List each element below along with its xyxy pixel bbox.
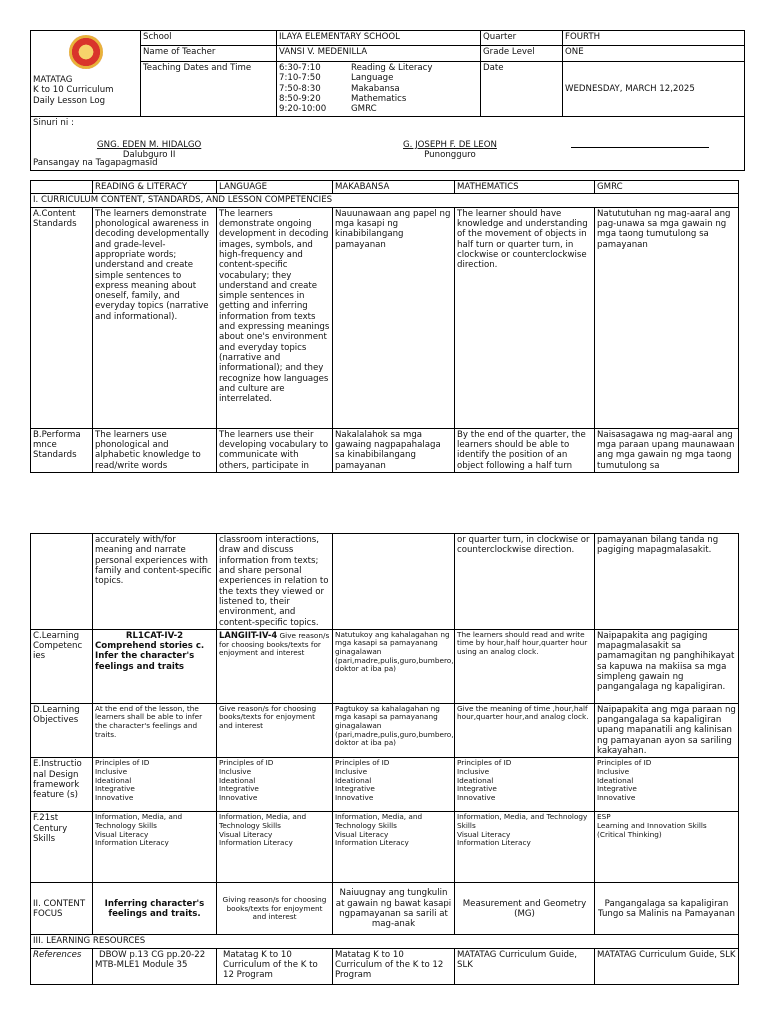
signatory-1-title: Dalubguro II — [122, 149, 176, 160]
competencies-mathematics: The learners should read and write time by hour,half hour,quarter hour using an analog clock. — [455, 629, 595, 703]
schedule-subject: Mathematics — [351, 93, 407, 104]
schedule-time: 7:50-8:30 — [279, 83, 321, 94]
competencies-reading — [93, 629, 217, 703]
competency-code-language: LANGIIT-IV-4 — [219, 629, 278, 640]
skills-makabansa — [333, 812, 455, 883]
skills-language — [217, 812, 333, 883]
idf-item: Integrative — [457, 784, 497, 794]
col-header-makabansa: MAKABANSA — [333, 181, 455, 194]
skills-reading — [93, 812, 217, 883]
skill-item: Visual Literacy — [95, 829, 149, 839]
header-table — [30, 30, 745, 171]
competencies-gmrc: Naipapakita ang pagiging mapagmalasakit sa pamamagitan ng panghihikayat sa kapuwa na makiisa sa mga simpleng gawain ng pangangalaga ng kapaligiran. — [595, 629, 739, 703]
content-standards-language: The learners demonstrate ongoing development in decoding images, symbols, and high-frequency and content-specific vocabulary; they understand and create simple sentences in getting and inferring information from texts and expressing meanings about one's environment and everyday topics (narrative and informational); and they recognize how languages and culture are interrelated. — [217, 207, 333, 428]
pansangay-label: Pansangay na Tagapagmasid — [33, 157, 158, 168]
schedule-time: 6:30-7:10 — [279, 63, 321, 73]
references-reading — [93, 948, 217, 984]
section-heading-curriculum: I. CURRICULUM CONTENT, STANDARDS, AND LESSON COMPETENCIES — [31, 194, 739, 207]
content-focus-reading: Inferring character's feelings and traits. — [93, 883, 217, 935]
skill-item: Learning and Innovation Skills (Critical Thinking) — [597, 820, 707, 839]
content-standards-makabansa: Nauunawaan ang papel ng mga kasapi ng kinabibilangang pamayanan — [333, 207, 455, 428]
idf-item: Ideational — [219, 775, 256, 785]
teacher-value: VANSI V. MEDENILLA — [277, 46, 481, 62]
objectives-makabansa: Pagtukoy sa kahalagahan ng mga kasapi sa pamayanang ginagalawan (pari,madre,pulis,guro,bumbero, doktor at iba pa) — [333, 703, 455, 758]
references-makabansa: Matatag K to 10 Curriculum of the K to 12 Program — [333, 948, 455, 984]
idf-item: Ideational — [597, 775, 634, 785]
competencies-language — [217, 629, 333, 703]
idf-item: Ideational — [95, 775, 132, 785]
signatory-2 — [403, 140, 497, 161]
idf-item: Integrative — [597, 784, 637, 794]
page-1 — [0, 0, 768, 488]
idf-language — [217, 758, 333, 812]
content-focus-language: Giving reason/s for choosing books/texts for enjoyment and interest — [217, 883, 333, 935]
performance-standards-gmrc: Naisasagawa ng mag-aaral ang mga paraan upang maunawaan ang mga gawain ng mga taong tumutulong sa — [595, 428, 739, 472]
idf-item: Innovative — [95, 792, 134, 802]
idf-item: Innovative — [597, 792, 636, 802]
performance-standards-reading: The learners use phonological and alphabetic knowledge to read/write words — [93, 428, 217, 472]
performance-standards-cont-gmrc: pamayanan bilang tanda ng pagiging mapagmalasakit. — [595, 534, 739, 630]
idf-item: Innovative — [335, 792, 374, 802]
content-standards-mathematics: The learner should have knowledge and understanding of the movement of objects in half turn or quarter turn, in clockwise or counterclockwise direction. — [455, 207, 595, 428]
content-focus-gmrc: Pangangalaga sa kapaligiran Tungo sa Malinis na Pamayanan — [595, 883, 739, 935]
idf-item: Inclusive — [457, 766, 490, 776]
lesson-table-2 — [30, 533, 739, 985]
content-focus-mathematics: Measurement and Geometry (MG) — [455, 883, 595, 935]
content-focus-makabansa: Naiuugnay ang tungkulin at gawain ng bawat kasapi ngpamayanan sa sarili at mag-anak — [333, 883, 455, 935]
idf-item: Principles of ID — [457, 758, 512, 768]
objectives-mathematics: Give the meaning of time ,hour,half hour,quarter hour,and analog clock. — [455, 703, 595, 758]
lesson-table-1 — [30, 180, 739, 473]
skill-item: Visual Literacy — [219, 829, 273, 839]
idf-item: Ideational — [335, 775, 372, 785]
school-value: ILAYA ELEMENTARY SCHOOL — [277, 31, 481, 46]
competencies-makabansa: Natutukoy ang kahalagahan ng mga kasapi sa pamayanang ginagalawan (pari,madre,pulis,guro,bumbero, doktor at iba pa) — [333, 629, 455, 703]
schedule-time: 8:50-9:20 — [279, 93, 321, 104]
skill-item: Information, Media, and Technology Skills — [457, 812, 588, 830]
performance-standards-label: B.Performa mnce Standards — [31, 428, 93, 472]
skill-item: Information, Media, and Technology Skills — [95, 812, 183, 830]
skill-item: Information, Media, and Technology Skills — [335, 812, 423, 830]
idf-item: Innovative — [219, 792, 258, 802]
schedule-time: 7:10-7:50 — [279, 73, 321, 84]
idf-gmrc — [595, 758, 739, 812]
idf-item: Ideational — [457, 775, 494, 785]
skills-mathematics — [455, 812, 595, 883]
idf-item: Inclusive — [219, 766, 252, 776]
date-label: Date — [481, 62, 563, 117]
references-label: References — [31, 948, 93, 984]
idf-item: Principles of ID — [95, 758, 150, 768]
references-gmrc: MATATAG Curriculum Guide, SLK — [595, 948, 739, 984]
idf-mathematics — [455, 758, 595, 812]
content-focus-label: II. CONTENT FOCUS — [31, 883, 93, 935]
competency-code-reading: RL1CAT-IV-2 — [125, 630, 184, 641]
idf-reading — [93, 758, 217, 812]
grade-label: Grade Level — [481, 46, 563, 62]
skill-item: Information, Media, and Technology Skills — [219, 812, 307, 830]
schedule-time: 9:20-10:00 — [279, 104, 327, 115]
performance-standards-cont-mathematics: or quarter turn, in clockwise or counterclockwise direction. — [455, 534, 595, 630]
performance-standards-cont-language: classroom interactions, draw and discuss information from texts; and share personal experiences in relation to the texts they viewed or listened to, their environment, and content-specific topics. — [217, 534, 333, 630]
performance-standards-makabansa: Nakalalahok sa mga gawaing nagpapahalaga sa kinabibilangang pamayanan — [333, 428, 455, 472]
idf-item: Inclusive — [597, 766, 630, 776]
skill-item: Information Literacy — [95, 838, 169, 848]
teacher-label: Name of Teacher — [141, 46, 277, 62]
performance-standards-cont-reading: accurately with/for meaning and narrate personal experiences with family and content-specific topics. — [93, 534, 217, 630]
skill-item: Visual Literacy — [457, 829, 511, 839]
idf-item: Inclusive — [95, 766, 128, 776]
skill-item: ESP — [597, 812, 611, 822]
schedule-subject: GMRC — [351, 104, 377, 115]
signatory-cell — [31, 116, 745, 170]
schedule-subject: Makabansa — [351, 83, 400, 94]
signatory-2-title: Punongguro — [424, 149, 476, 160]
idf-item: Principles of ID — [219, 758, 274, 768]
date-value: WEDNESDAY, MARCH 12,2025 — [563, 62, 745, 117]
objectives-gmrc: Naipapakita ang mga paraan ng pangangalaga sa kapaligiran upang mapanatili ang kalinisan ng pamayanan ayon sa sariling kakayahan. — [595, 703, 739, 758]
skill-item: Information Literacy — [457, 838, 531, 848]
col-header-gmrc: GMRC — [595, 181, 739, 194]
col-header-language: LANGUAGE — [217, 181, 333, 194]
logo-cell — [31, 31, 141, 117]
logo-line-3: Daily Lesson Log — [33, 95, 106, 106]
reference-item: DBOW p.13 CG pp.20-22 — [99, 949, 206, 960]
logo-line-2: K to 10 Curriculum — [33, 85, 114, 96]
quarter-label: Quarter — [481, 31, 563, 46]
skills-label: F.21st Century Skills — [31, 812, 93, 883]
content-standards-gmrc: Natututuhan ng mag-aaral ang pag-unawa sa mga gawain ng mga taong tumutulong sa pamayanan — [595, 207, 739, 428]
idf-item: Integrative — [219, 784, 259, 794]
schedule-subject: Language — [351, 73, 394, 84]
school-label: School — [141, 31, 277, 46]
competency-text-language: Give reason/s for choosing books/texts for enjoyment and interest — [219, 630, 330, 658]
idf-item: Principles of ID — [597, 758, 652, 768]
performance-standards-mathematics: By the end of the quarter, the learners should be able to identify the position of an object following a half turn — [455, 428, 595, 472]
schedule-subject: Reading & Literacy — [351, 63, 433, 73]
skill-item: Information Literacy — [219, 838, 293, 848]
signatory-1-name: GNG. EDEN M. HIDALGO — [97, 139, 202, 150]
skill-item: Information Literacy — [335, 838, 409, 848]
sinuri-label: Sinuri ni : — [33, 117, 74, 128]
performance-standards-cont-makabansa — [333, 534, 455, 630]
idf-item: Inclusive — [335, 766, 368, 776]
objectives-label: D.Learning Objectives — [31, 703, 93, 758]
section-heading-resources: III. LEARNING RESOURCES — [31, 935, 739, 948]
performance-standards-cont-label — [31, 534, 93, 630]
performance-standards-language: The learners use their developing vocabulary to communicate with others, participate in — [217, 428, 333, 472]
references-language: Matatag K to 10 Curriculum of the K to 12 Program — [217, 948, 333, 984]
logo-line-1: MATATAG — [33, 75, 73, 85]
competencies-label: C.Learning Competenc ies — [31, 629, 93, 703]
reference-item: MTB-MLE1 Module 35 — [95, 960, 188, 970]
col-header-reading: READING & LITERACY — [93, 181, 217, 194]
skills-gmrc — [595, 812, 739, 883]
corner-cell — [31, 181, 93, 194]
schedule-cell — [277, 62, 481, 117]
deped-seal-icon — [69, 35, 103, 69]
idf-label: E.Instructio nal Design framework feature (s) — [31, 758, 93, 812]
idf-makabansa — [333, 758, 455, 812]
skill-item: Visual Literacy — [335, 829, 389, 839]
col-header-mathematics: MATHEMATICS — [455, 181, 595, 194]
idf-item: Innovative — [457, 792, 496, 802]
blank-signature-line — [571, 137, 709, 151]
grade-value: ONE — [563, 46, 745, 62]
idf-item: Integrative — [95, 784, 135, 794]
references-mathematics: MATATAG Curriculum Guide, SLK — [455, 948, 595, 984]
quarter-value: FOURTH — [563, 31, 745, 46]
content-standards-reading: The learners demonstrate phonological awareness in decoding developmentally and grade-level-appropriate words; understand and create simple sentences to express meaning about oneself, family, and everyday topics (narrative and informational). — [93, 207, 217, 428]
competency-text-reading: Comprehend stories c. Infer the character's feelings and traits — [95, 641, 205, 672]
signatory-2-name: G. JOSEPH F. DE LEON — [403, 139, 497, 150]
objectives-language: Give reason/s for choosing books/texts for enjoyment and interest — [217, 703, 333, 758]
content-standards-label: A.Content Standards — [31, 207, 93, 428]
page-2 — [0, 488, 768, 1024]
dates-label: Teaching Dates and Time — [141, 62, 277, 117]
idf-item: Principles of ID — [335, 758, 390, 768]
objectives-reading: At the end of the lesson, the learners shall be able to infer the character's feelings and traits. — [93, 703, 217, 758]
idf-item: Integrative — [335, 784, 375, 794]
